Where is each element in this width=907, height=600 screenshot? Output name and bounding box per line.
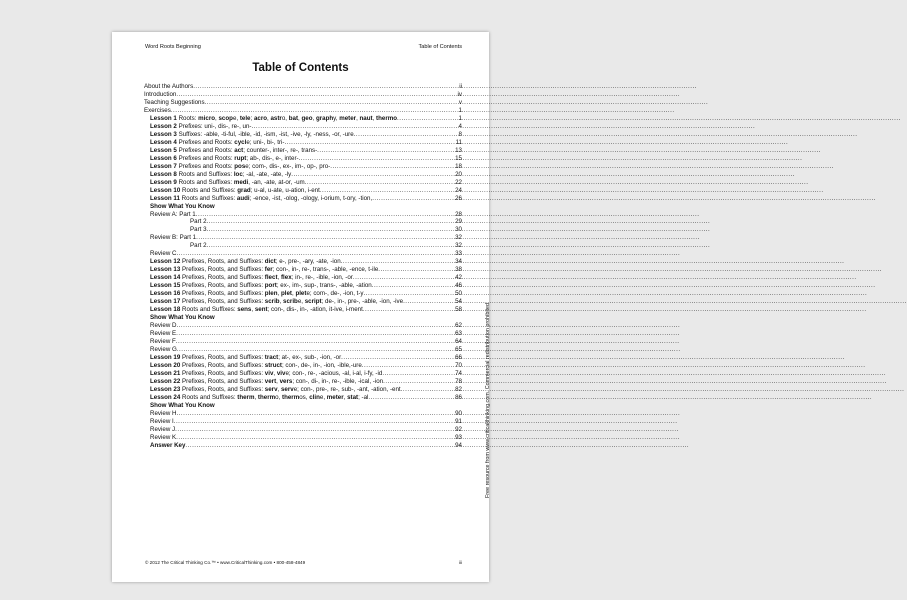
toc-entry-text: Prefixes and Roots: act; counter-, inter-, re-, trans- bbox=[178, 146, 318, 154]
dot-leader bbox=[291, 171, 454, 179]
toc-page-number: 34 bbox=[455, 258, 462, 266]
side-note: Free resource from www.criticalthinking.com. Commercial redistribution prohibited bbox=[485, 302, 491, 498]
toc-entry-label: Lesson 14 bbox=[150, 274, 181, 282]
toc-page-number: 64 bbox=[455, 338, 462, 345]
toc-entry-text: Review A: Part 1 bbox=[150, 210, 196, 218]
toc-entry-text: Roots and Suffixes: sens, sent; con-, dis-, in-, -ation, it-ive, i-ment bbox=[182, 306, 363, 314]
toc-entry-label: Lesson 8 bbox=[150, 170, 177, 178]
dot-leader bbox=[372, 282, 454, 290]
toc-entry[interactable] bbox=[144, 306, 462, 314]
toc-entry[interactable] bbox=[144, 290, 462, 298]
toc-entry[interactable] bbox=[144, 418, 462, 426]
toc-page-number: 82 bbox=[455, 385, 462, 393]
toc-entry-label: Lesson 21 bbox=[150, 369, 181, 377]
toc-entry-text: Roots and Suffixes: audi; -ence, -ist, -olog, -ology, i-orium, t-ory, -tion, bbox=[181, 194, 373, 202]
toc-entry[interactable] bbox=[144, 394, 462, 402]
footer-copyright: © 2012 The Critical Thinking Co.™ • www.CriticalThinking.com • 800-458-4849 bbox=[145, 560, 306, 565]
toc-entry-label: Lesson 20 bbox=[150, 361, 181, 369]
toc-entry[interactable] bbox=[144, 83, 462, 91]
toc-page-number: 92 bbox=[455, 425, 462, 433]
toc-entry-label: Lesson 18 bbox=[150, 306, 181, 314]
toc-entry-text: Answer Key bbox=[150, 441, 186, 449]
toc-page-number: 63 bbox=[455, 330, 462, 338]
footer-page-number: iii bbox=[458, 560, 462, 565]
dot-leader bbox=[174, 418, 454, 426]
toc-entry-label: Lesson 6 bbox=[150, 154, 177, 162]
toc-entry[interactable] bbox=[144, 362, 462, 370]
dot-leader bbox=[193, 83, 458, 91]
toc-entry-text: Review K bbox=[150, 433, 177, 441]
toc-entry-text: Roots and Suffixes: loc; -al, -ate, -ate, -ly bbox=[178, 170, 292, 178]
toc-entry[interactable] bbox=[144, 218, 462, 226]
toc-entry-text: Review J bbox=[150, 425, 176, 433]
toc-entry[interactable] bbox=[144, 242, 462, 250]
toc-entry[interactable] bbox=[144, 123, 462, 131]
toc-page-number: 20 bbox=[455, 170, 462, 178]
dot-leader bbox=[320, 187, 454, 195]
toc-page-number: 26 bbox=[455, 194, 462, 202]
running-header-left: Word Roots Beginning bbox=[145, 44, 201, 50]
dot-leader bbox=[176, 434, 454, 442]
toc-entry[interactable] bbox=[144, 155, 462, 163]
toc-entry[interactable] bbox=[144, 131, 462, 139]
toc-section-heading: Show What You Know bbox=[150, 202, 215, 210]
toc-entry[interactable] bbox=[144, 163, 462, 171]
toc-section-heading: Show What You Know bbox=[150, 401, 215, 409]
toc-entry-text: Part 2 bbox=[190, 242, 207, 250]
toc-page-number: 1 bbox=[458, 106, 462, 114]
dot-leader bbox=[364, 290, 455, 298]
toc-page-number: 18 bbox=[455, 162, 462, 170]
toc-entry[interactable] bbox=[144, 139, 462, 147]
toc-section-heading: Show What You Know bbox=[150, 314, 215, 322]
toc-entry-text: Roots and Suffixes: medi, -an, -ate, at-or, -um bbox=[178, 178, 305, 186]
dot-leader bbox=[372, 195, 454, 203]
toc-page-number: 74 bbox=[455, 369, 462, 377]
toc-page-number: 90 bbox=[455, 409, 462, 417]
toc-entry-label: Lesson 4 bbox=[150, 138, 177, 146]
dot-leader bbox=[185, 442, 454, 450]
toc-entry[interactable] bbox=[144, 274, 462, 282]
toc-page-number: 32 bbox=[455, 234, 462, 242]
toc-entry-text: Prefixes, Roots, and Suffixes: struct; con-, de-, in-, -ion, -ible,-ure bbox=[182, 361, 362, 369]
toc-entry-text: Introduction bbox=[144, 90, 177, 98]
toc-entry-text: Prefixes, Roots, and Suffixes: tract; at-, ex-, sub-, -ion, -or bbox=[182, 353, 342, 361]
toc-page-number: 78 bbox=[455, 377, 462, 385]
toc-entry[interactable] bbox=[144, 410, 462, 418]
toc-entry-text: About the Authors bbox=[144, 83, 194, 90]
toc-entry[interactable] bbox=[144, 179, 462, 187]
toc-entry-text: Prefixes, Roots, and Suffixes: flect, flex; in-, re-, -ible, -ion, -or bbox=[182, 274, 353, 282]
toc-entry-text: Prefixes, Roots, and Suffixes: plen, plet, plete; com-, de-, -ion, t-y bbox=[182, 290, 364, 298]
toc-entry-text: Exercises bbox=[144, 106, 171, 114]
toc-entry[interactable] bbox=[144, 434, 462, 442]
dot-leader bbox=[382, 370, 454, 378]
toc-entry-text: Review D bbox=[150, 322, 177, 330]
toc-entry-label: Lesson 12 bbox=[150, 258, 181, 266]
dot-leader bbox=[176, 91, 456, 99]
toc-entry[interactable] bbox=[144, 258, 462, 266]
toc-page-number: 11 bbox=[455, 138, 462, 146]
toc-entry[interactable] bbox=[144, 91, 462, 99]
dot-leader bbox=[176, 250, 454, 258]
toc-entry-label: Lesson 5 bbox=[150, 146, 177, 154]
toc-page-number: 1 bbox=[458, 114, 462, 122]
toc-entry[interactable] bbox=[144, 354, 462, 362]
dot-leader bbox=[207, 218, 455, 226]
toc-page-number: 28 bbox=[455, 210, 462, 218]
toc-entry[interactable] bbox=[144, 250, 462, 258]
running-header-right: Table of Contents bbox=[418, 44, 462, 50]
toc-entry[interactable] bbox=[144, 171, 462, 179]
toc-page-number: 66 bbox=[455, 353, 462, 361]
toc-page-number: 24 bbox=[455, 186, 462, 194]
toc-entry-text: Review G bbox=[150, 345, 177, 353]
toc-entry[interactable] bbox=[144, 282, 462, 290]
toc-page-number: 70 bbox=[455, 361, 462, 369]
dot-leader bbox=[207, 242, 455, 250]
toc-entry-label: Lesson 7 bbox=[150, 162, 177, 170]
toc-entry[interactable] bbox=[144, 442, 462, 450]
toc-entry-text: Part 2 bbox=[190, 218, 207, 226]
dot-leader bbox=[205, 99, 458, 107]
dot-leader bbox=[196, 211, 454, 219]
toc-entry-label: Lesson 16 bbox=[150, 290, 181, 298]
dot-leader bbox=[251, 123, 457, 131]
toc-entry-text: Review C bbox=[150, 250, 177, 258]
toc-page-number: 38 bbox=[455, 266, 462, 274]
toc-page-number: 32 bbox=[455, 242, 462, 250]
toc-page-number: 94 bbox=[455, 441, 462, 449]
dot-leader bbox=[368, 394, 454, 402]
page-title: Table of Contents bbox=[252, 62, 349, 74]
toc-page-number: 65 bbox=[455, 345, 462, 353]
toc-entry-label: Lesson 13 bbox=[150, 266, 181, 274]
toc-entry-text: Prefixes, Roots, and Suffixes: fer; con-, in-, re-, trans-, -able, -ence, t-ile bbox=[182, 266, 379, 274]
toc-page-number: 8 bbox=[458, 130, 462, 138]
toc-entry[interactable] bbox=[144, 226, 462, 234]
dot-leader bbox=[175, 426, 454, 434]
dot-leader bbox=[341, 354, 454, 362]
toc-entry-label: Lesson 10 bbox=[150, 186, 181, 194]
toc-entry-text: Roots: micro, scope, tele; acro, astro, bat, geo, graphy, meter, naut, thermo bbox=[178, 114, 398, 122]
dot-leader bbox=[401, 386, 454, 394]
dot-leader bbox=[207, 226, 455, 234]
dot-leader bbox=[397, 115, 458, 123]
toc-entry[interactable] bbox=[144, 115, 462, 123]
toc-entry-text: Prefixes and Roots: pose; com-, dis-, ex-, im-, op-, pro- bbox=[178, 162, 331, 170]
toc-entry-label: Lesson 2 bbox=[150, 122, 177, 130]
toc-page-number: 58 bbox=[455, 306, 462, 314]
dot-leader bbox=[353, 274, 454, 282]
toc-entry-text: Prefixes, Roots, and Suffixes: vert, vers; con-, di-, in-, re-, -ible, -ical, -ion bbox=[182, 377, 384, 385]
toc-page-number: 33 bbox=[455, 250, 462, 258]
toc-page-number: ii bbox=[459, 83, 462, 90]
dot-leader bbox=[177, 346, 454, 354]
toc-page-number: 30 bbox=[455, 226, 462, 234]
document-page bbox=[112, 32, 489, 582]
toc-entry-text: Prefixes and Roots: rupt; ab-, dis-, e-, inter- bbox=[178, 154, 299, 162]
dot-leader bbox=[176, 410, 454, 418]
toc-entry[interactable] bbox=[144, 195, 462, 203]
toc-page-number: 4 bbox=[458, 122, 462, 130]
toc-entry-text: Prefixes, Roots, and Suffixes: port; ex-, im-, sup-, trans-, -able, -ation bbox=[182, 282, 372, 290]
toc-entry-text: Prefixes and Roots: cycle; uni-, bi-, tri- bbox=[178, 138, 285, 146]
toc-entry[interactable] bbox=[144, 107, 462, 115]
toc-entry[interactable] bbox=[144, 426, 462, 434]
dot-leader bbox=[330, 163, 454, 171]
toc-entry-label: Lesson 15 bbox=[150, 282, 181, 290]
toc-page-number: 86 bbox=[455, 393, 462, 401]
dot-leader bbox=[403, 298, 454, 306]
toc-entry[interactable] bbox=[144, 370, 462, 378]
toc-entry-label: Lesson 17 bbox=[150, 298, 181, 306]
dot-leader bbox=[176, 330, 454, 338]
toc-entry[interactable] bbox=[144, 378, 462, 386]
toc-entry-text: Prefixes: uni-, dis-, re-, un- bbox=[178, 122, 252, 130]
toc-entry[interactable] bbox=[144, 386, 462, 394]
toc-page-number: 46 bbox=[455, 282, 462, 290]
toc-entry-text: Review F bbox=[150, 338, 176, 345]
toc-entry-text: Suffixes: -able, -ti-ful, -ible, -id, -ism, -ist, -ive, -ly, -ness, -or, -ure bbox=[178, 130, 354, 138]
dot-leader bbox=[196, 234, 454, 242]
toc-page-number: 62 bbox=[455, 322, 462, 330]
toc-entry[interactable] bbox=[144, 346, 462, 354]
toc-entry-label: Lesson 23 bbox=[150, 385, 181, 393]
toc-entry-label: Lesson 22 bbox=[150, 377, 181, 385]
toc-entry-text: Teaching Suggestions bbox=[144, 98, 205, 106]
toc-page-number: v bbox=[458, 98, 462, 106]
toc-page-number: 13 bbox=[455, 146, 462, 154]
toc-entry[interactable] bbox=[144, 330, 462, 338]
toc-entry-text: Review H bbox=[150, 409, 177, 417]
toc-entry[interactable] bbox=[144, 298, 462, 306]
toc-page-number: 91 bbox=[455, 417, 462, 425]
dot-leader bbox=[176, 322, 454, 330]
toc-entry-text: Part 3 bbox=[190, 226, 207, 234]
toc-entry[interactable] bbox=[144, 322, 462, 330]
dot-leader bbox=[285, 139, 455, 147]
toc-entry-text: Review E bbox=[150, 330, 177, 338]
toc-page-number: 54 bbox=[455, 298, 462, 306]
toc-entry-text: Review I bbox=[150, 417, 174, 425]
dot-leader bbox=[299, 155, 455, 163]
toc-entry-label: Lesson 19 bbox=[150, 353, 181, 361]
dot-leader bbox=[176, 338, 454, 346]
dot-leader bbox=[305, 179, 454, 187]
toc-entry-text: Prefixes, Roots, and Suffixes: viv, vive; con-, re-, -acious, -al, i-al, i-fy, -id bbox=[182, 369, 383, 377]
toc-page-number: 15 bbox=[455, 154, 462, 162]
toc-entry-text: Prefixes, Roots, and Suffixes: scrib, scribe, script; de-, in-, pre-, -able, -ion, -ive bbox=[182, 298, 404, 306]
toc-entry-label: Lesson 3 bbox=[150, 130, 177, 138]
toc-entry[interactable] bbox=[144, 266, 462, 274]
toc-page-number: 29 bbox=[455, 218, 462, 226]
toc-entry-text: Review B: Part 1 bbox=[150, 234, 197, 242]
toc-entry-text: Roots and Suffixes: grad; u-al, u-ate, u-ation, i-ent bbox=[182, 186, 320, 194]
dot-leader bbox=[362, 362, 454, 370]
table-of-contents bbox=[144, 83, 462, 450]
toc-entry[interactable] bbox=[144, 147, 462, 155]
toc-page-number: 22 bbox=[455, 178, 462, 186]
toc-entry-label: Lesson 24 bbox=[150, 393, 181, 401]
dot-leader bbox=[383, 378, 454, 386]
toc-entry-text: Prefixes, Roots, and Suffixes: dict; e-, pre-, -ary, -ate, -ion bbox=[182, 258, 341, 266]
dot-leader bbox=[354, 131, 458, 139]
toc-page-number: 42 bbox=[455, 274, 462, 282]
toc-entry-text: Roots and Suffixes: therm, thermo, thermos, cline, meter, stat; -al bbox=[182, 393, 369, 401]
toc-entry-label: Lesson 1 bbox=[150, 114, 177, 122]
toc-entry-text: Prefixes, Roots, and Suffixes: serv, serve; con-, pre-, re-, sub-, -ant, -ation, -ent bbox=[182, 385, 401, 393]
toc-entry[interactable] bbox=[144, 211, 462, 219]
dot-leader bbox=[171, 107, 458, 115]
toc-page-number: iv bbox=[457, 90, 462, 98]
dot-leader bbox=[317, 147, 454, 155]
toc-page-number: 93 bbox=[455, 433, 462, 441]
toc-page-number: 50 bbox=[455, 290, 462, 298]
toc-entry-label: Lesson 9 bbox=[150, 178, 177, 186]
toc-entry[interactable] bbox=[144, 338, 462, 346]
dot-leader bbox=[378, 266, 454, 274]
dot-leader bbox=[341, 258, 454, 266]
dot-leader bbox=[363, 306, 454, 314]
toc-entry-label: Lesson 11 bbox=[150, 194, 180, 202]
toc-entry[interactable] bbox=[144, 99, 462, 107]
toc-entry[interactable] bbox=[144, 187, 462, 195]
toc-entry[interactable] bbox=[144, 234, 462, 242]
